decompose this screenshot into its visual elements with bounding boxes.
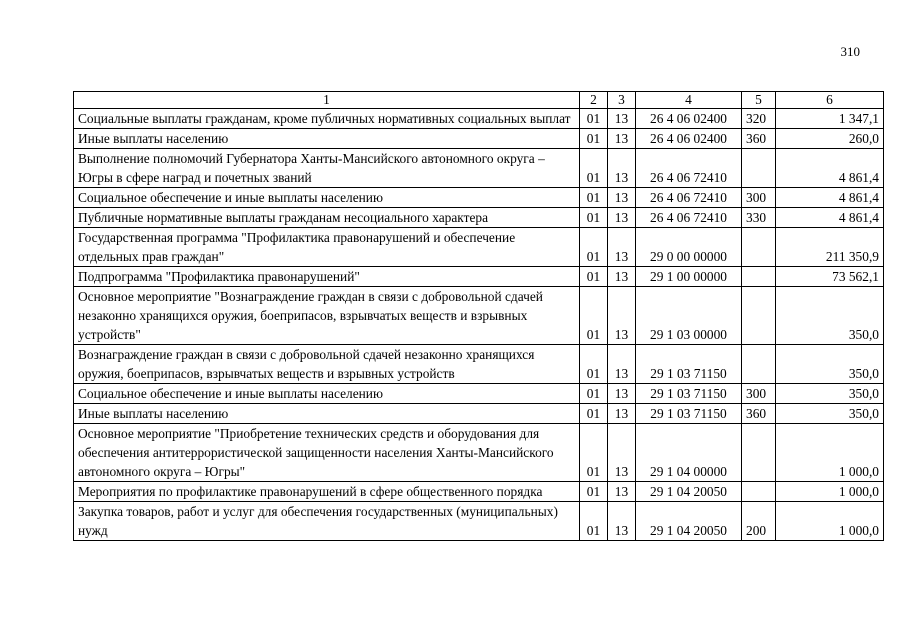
row-expense-type: 200 (742, 502, 776, 541)
row-section: 01 (580, 228, 608, 267)
row-name: Иные выплаты населению (74, 404, 580, 424)
row-amount: 4 861,4 (776, 149, 884, 188)
header-subsection: 3 (608, 92, 636, 109)
row-section: 01 (580, 208, 608, 228)
row-amount: 1 000,0 (776, 502, 884, 541)
row-section: 01 (580, 109, 608, 129)
table-row (74, 482, 884, 502)
row-name: Основное мероприятие "Приобретение технических средств и оборудования для обеспечения антитеррористической защищенности населения Ханты-Мансийского автономного округа – Югры" (74, 424, 580, 482)
row-target-code: 26 4 06 72410 (636, 208, 742, 228)
row-amount: 350,0 (776, 345, 884, 384)
table-row (74, 267, 884, 287)
row-section: 01 (580, 502, 608, 541)
row-name: Социальное обеспечение и иные выплаты населению (74, 188, 580, 208)
row-target-code: 26 4 06 02400 (636, 109, 742, 129)
row-name: Основное мероприятие "Вознаграждение граждан в связи с добровольной сдачей незаконно хранящихся оружия, боеприпасов, взрывчатых веществ и взрывных устройств" (74, 287, 580, 345)
table-body (74, 109, 884, 541)
row-subsection: 13 (608, 424, 636, 482)
row-expense-type (742, 149, 776, 188)
row-amount: 4 861,4 (776, 188, 884, 208)
table-row (74, 228, 884, 267)
table-row (74, 129, 884, 149)
row-expense-type (742, 228, 776, 267)
row-target-code: 26 4 06 02400 (636, 129, 742, 149)
row-section: 01 (580, 129, 608, 149)
row-amount: 260,0 (776, 129, 884, 149)
row-expense-type: 360 (742, 404, 776, 424)
row-name: Социальные выплаты гражданам, кроме публичных нормативных социальных выплат (74, 109, 580, 129)
row-target-code: 29 1 03 71150 (636, 345, 742, 384)
row-target-code: 29 1 00 00000 (636, 267, 742, 287)
row-target-code: 26 4 06 72410 (636, 188, 742, 208)
header-expense-type: 5 (742, 92, 776, 109)
row-expense-type (742, 267, 776, 287)
row-target-code: 29 1 04 20050 (636, 502, 742, 541)
row-target-code: 26 4 06 72410 (636, 149, 742, 188)
row-amount: 1 000,0 (776, 482, 884, 502)
row-expense-type: 330 (742, 208, 776, 228)
row-expense-type: 300 (742, 188, 776, 208)
row-subsection: 13 (608, 267, 636, 287)
table-header (74, 92, 884, 109)
header-amount: 6 (776, 92, 884, 109)
row-expense-type: 300 (742, 384, 776, 404)
row-amount: 1 000,0 (776, 424, 884, 482)
row-subsection: 13 (608, 502, 636, 541)
table-row (74, 424, 884, 482)
row-section: 01 (580, 404, 608, 424)
row-subsection: 13 (608, 149, 636, 188)
row-subsection: 13 (608, 228, 636, 267)
table-row (74, 384, 884, 404)
row-target-code: 29 1 03 71150 (636, 384, 742, 404)
table-row (74, 208, 884, 228)
row-expense-type: 320 (742, 109, 776, 129)
row-expense-type (742, 424, 776, 482)
row-subsection: 13 (608, 345, 636, 384)
row-target-code: 29 1 04 00000 (636, 424, 742, 482)
table-row (74, 149, 884, 188)
row-expense-type (742, 345, 776, 384)
row-section: 01 (580, 267, 608, 287)
row-section: 01 (580, 482, 608, 502)
row-name: Закупка товаров, работ и услуг для обеспечения государственных (муниципальных) нужд (74, 502, 580, 541)
header-target-code: 4 (636, 92, 742, 109)
table-row (74, 188, 884, 208)
page-number: 310 (840, 44, 860, 59)
row-subsection: 13 (608, 384, 636, 404)
row-amount: 1 347,1 (776, 109, 884, 129)
row-amount: 350,0 (776, 287, 884, 345)
row-expense-type: 360 (742, 129, 776, 149)
row-subsection: 13 (608, 129, 636, 149)
row-name: Подпрограмма "Профилактика правонарушений" (74, 267, 580, 287)
row-section: 01 (580, 424, 608, 482)
table-row (74, 502, 884, 541)
row-section: 01 (580, 188, 608, 208)
row-section: 01 (580, 345, 608, 384)
header-name: 1 (74, 92, 580, 109)
row-subsection: 13 (608, 208, 636, 228)
row-subsection: 13 (608, 482, 636, 502)
row-amount: 350,0 (776, 404, 884, 424)
row-name: Выполнение полномочий Губернатора Ханты-Мансийского автономного округа – Югры в сфере наград и почетных званий (74, 149, 580, 188)
row-target-code: 29 1 03 00000 (636, 287, 742, 345)
row-expense-type (742, 287, 776, 345)
row-name: Иные выплаты населению (74, 129, 580, 149)
row-subsection: 13 (608, 188, 636, 208)
row-target-code: 29 1 03 71150 (636, 404, 742, 424)
row-target-code: 29 1 04 20050 (636, 482, 742, 502)
row-name: Государственная программа "Профилактика правонарушений и обеспечение отдельных прав граждан" (74, 228, 580, 267)
row-target-code: 29 0 00 00000 (636, 228, 742, 267)
row-amount: 73 562,1 (776, 267, 884, 287)
header-row (74, 92, 884, 109)
row-amount: 350,0 (776, 384, 884, 404)
table-row (74, 287, 884, 345)
row-section: 01 (580, 384, 608, 404)
row-name: Публичные нормативные выплаты гражданам несоциального характера (74, 208, 580, 228)
row-name: Вознаграждение граждан в связи с добровольной сдачей незаконно хранящихся оружия, боеприпасов, взрывчатых веществ и взрывных устройств (74, 345, 580, 384)
table-row (74, 404, 884, 424)
row-amount: 211 350,9 (776, 228, 884, 267)
row-subsection: 13 (608, 109, 636, 129)
row-section: 01 (580, 287, 608, 345)
table-row (74, 109, 884, 129)
table-row (74, 345, 884, 384)
row-amount: 4 861,4 (776, 208, 884, 228)
row-expense-type (742, 482, 776, 502)
row-name: Социальное обеспечение и иные выплаты населению (74, 384, 580, 404)
row-subsection: 13 (608, 404, 636, 424)
row-subsection: 13 (608, 287, 636, 345)
budget-table (73, 91, 884, 541)
header-section: 2 (580, 92, 608, 109)
row-section: 01 (580, 149, 608, 188)
row-name: Мероприятия по профилактике правонарушений в сфере общественного порядка (74, 482, 580, 502)
